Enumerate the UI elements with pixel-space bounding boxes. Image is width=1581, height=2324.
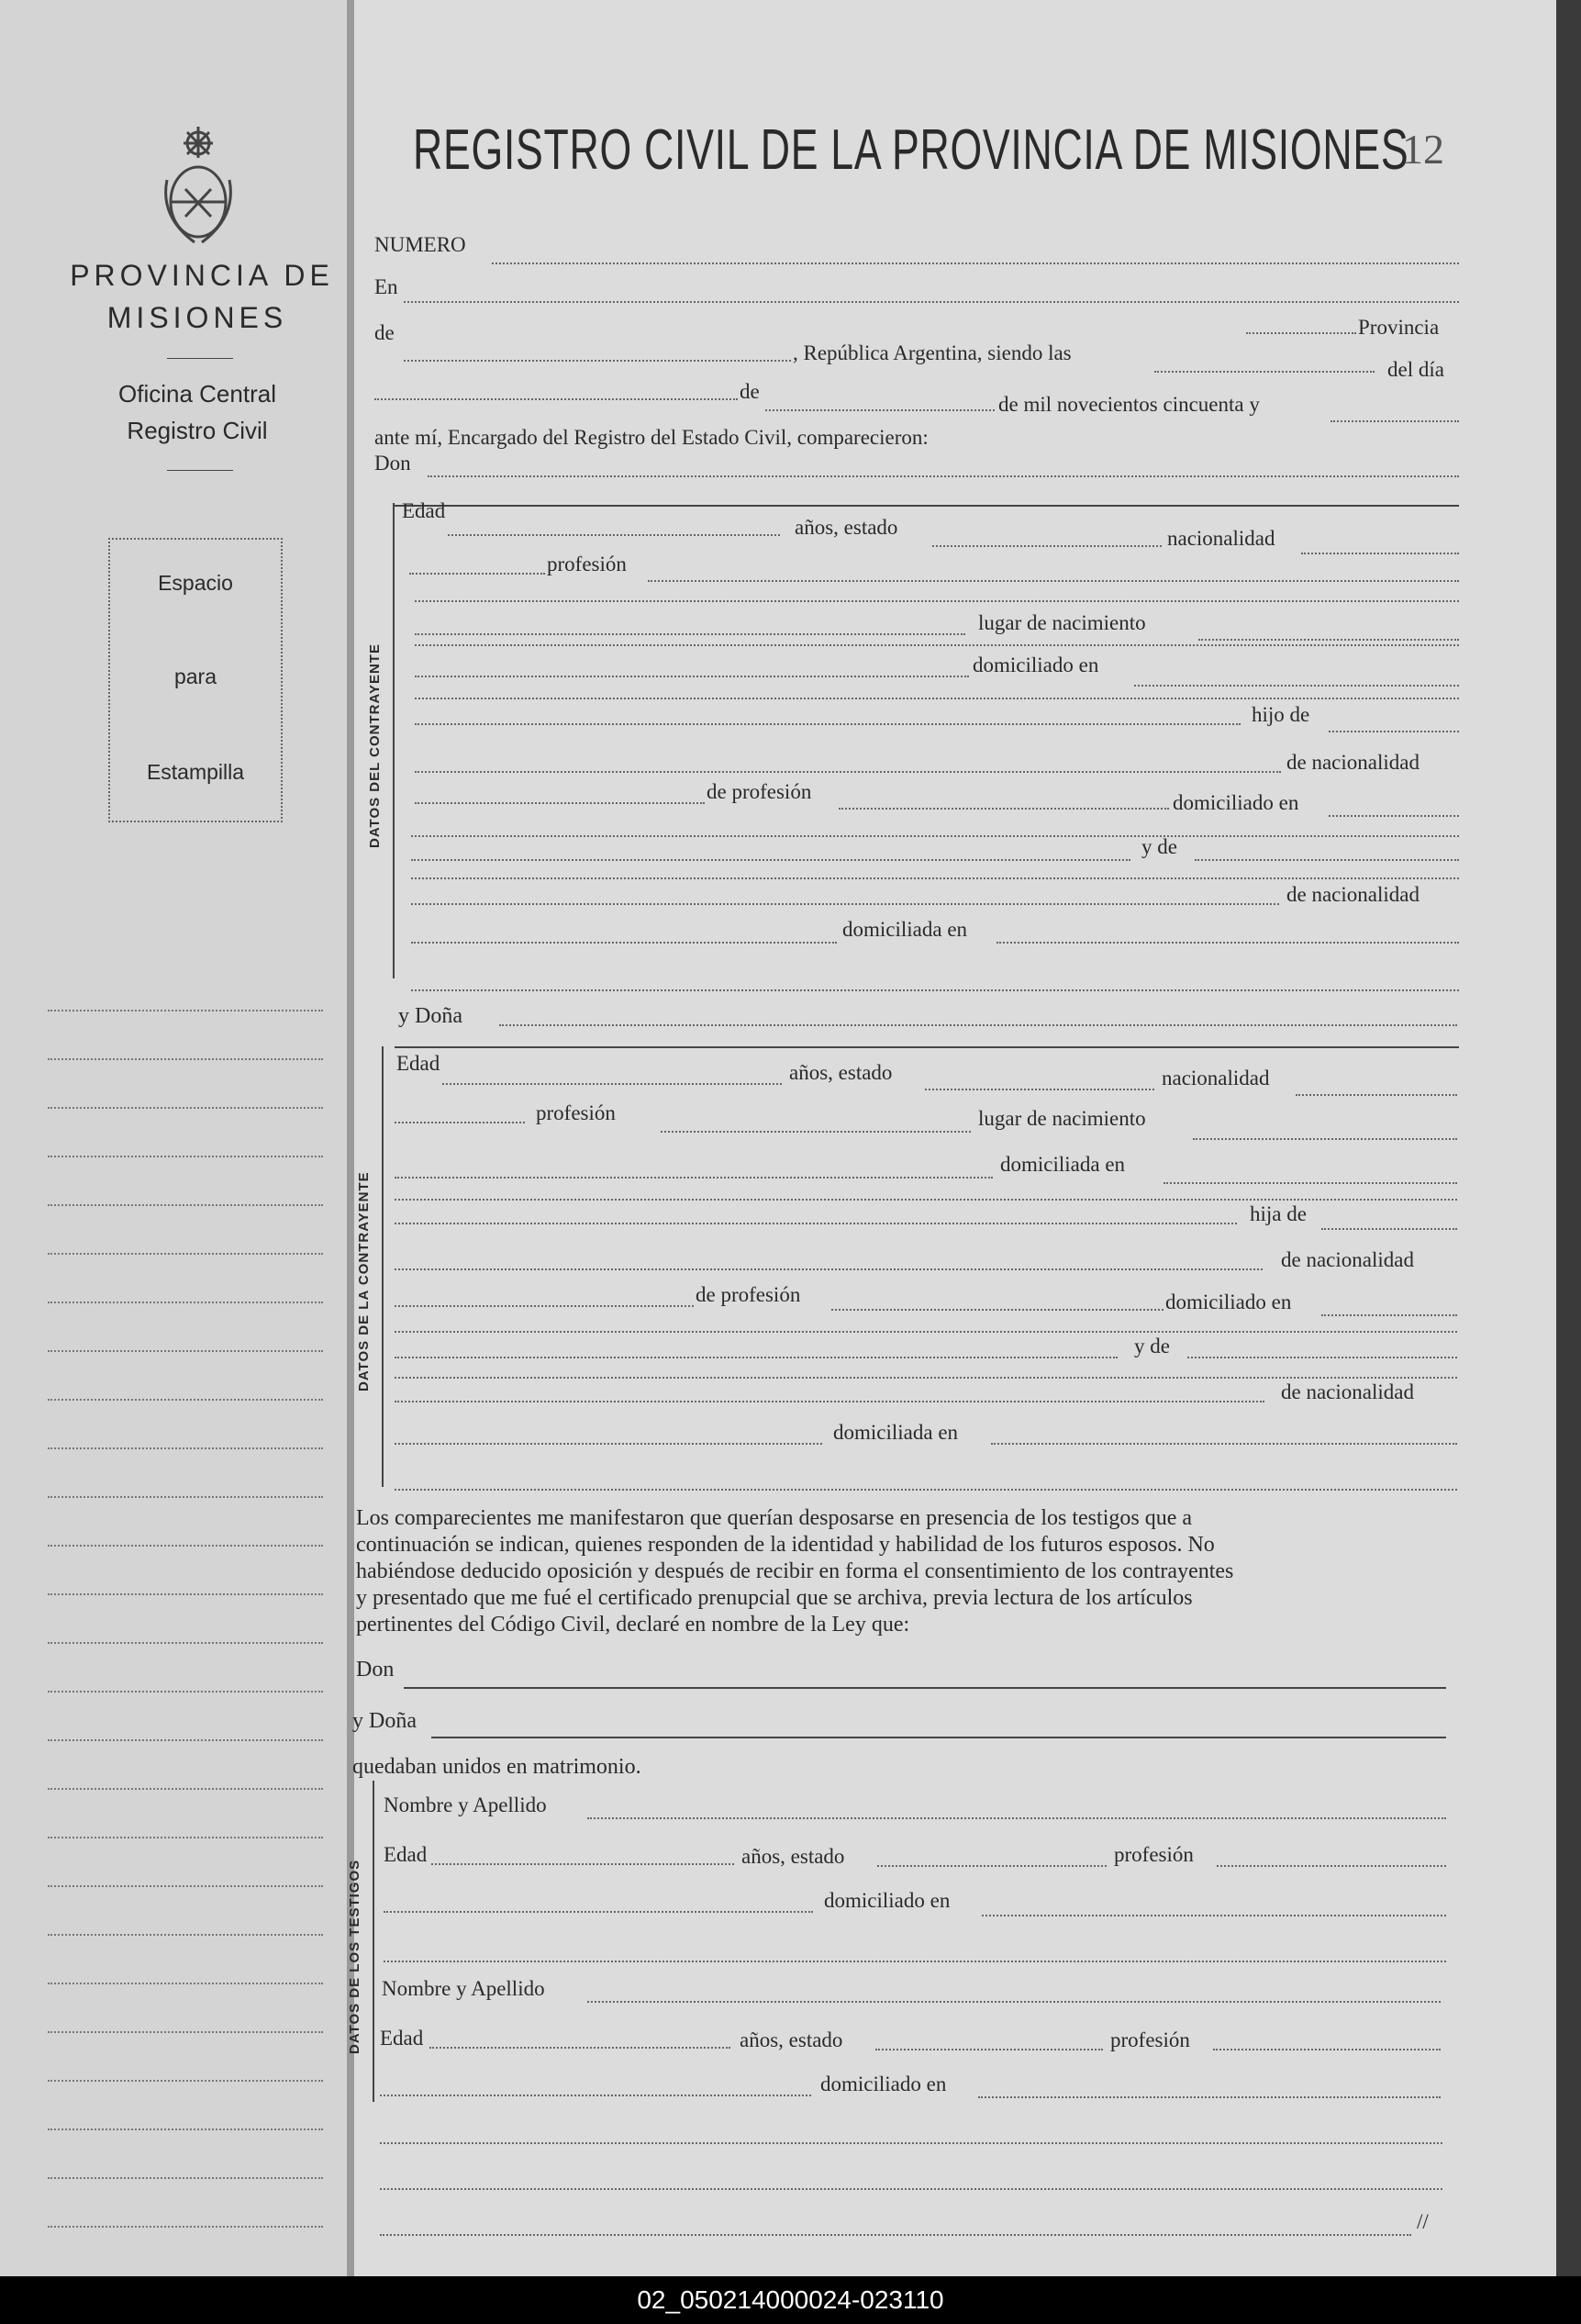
edad1-label: Edad [384,1843,428,1866]
prof1-field [1217,1865,1446,1867]
en-field [404,301,1459,303]
domiciliada-en-label: domiciliada en [842,918,968,941]
nombre2-field [587,2001,1441,2003]
margin-line [48,2177,323,2179]
hora-field [1154,371,1375,373]
contrayente-section-label: DATOS DEL CONTRAYENTE [367,643,383,848]
form-title: REGISTRO CIVIL DE LA PROVINCIA DE MISIONES [413,118,1409,182]
paragraph-line: continuación se indican, quienes responden de la identidad y habilidad de los futuros esposos. No [356,1533,1215,1557]
office-line-1: Oficina Central [118,380,276,408]
y-de-f-field [395,1357,1118,1358]
anos2-field [875,2049,1103,2050]
nacionalidad-field [1301,553,1459,554]
end-mark-field [380,2234,1411,2236]
dia-field [374,398,738,400]
domiciliado-en-label: domiciliado en [973,654,1099,676]
decl-don-field [404,1687,1446,1689]
y-de-f-field [1187,1357,1457,1358]
edad-f-label: Edad [396,1052,440,1075]
profesion-field [648,580,1459,582]
de-profesion-f-label: de profesión [696,1283,801,1306]
anio-field [1330,420,1459,422]
section-bracket [382,1046,384,1487]
prof1-label: profesión [1114,1843,1194,1866]
dom1-label: domiciliado en [824,1889,951,1912]
hijo-de-label: hijo de [1252,703,1310,726]
divider [167,470,233,471]
margin-line [48,1885,323,1887]
domiciliado-en-f-label: domiciliado en [1165,1290,1292,1313]
unidos-label: quedaban unidos en matrimonio. [352,1755,641,1779]
blank-line-field [415,644,1459,646]
margin-line [48,1496,323,1498]
edad2-label: Edad [380,2027,424,2050]
hija-de-f-field [1321,1228,1457,1230]
blank-line-field [395,1377,1457,1379]
edad2-field [429,2047,730,2049]
margin-line [48,1156,323,1157]
hija-de-f-label: hija de [1250,1202,1307,1225]
edad-f-field [442,1083,782,1085]
nombre1-field [587,1817,1446,1819]
domiciliada-en-f-field [1163,1182,1457,1184]
hijo-de-field [415,723,1241,725]
margin-line [48,2031,323,2033]
margin-line [48,1399,323,1401]
section-bracket [393,503,395,978]
decl-don-label: Don [356,1658,395,1682]
anos1-field [877,1865,1107,1867]
edad1-field [431,1863,734,1865]
dom1-field [982,1915,1446,1916]
nacionalidad-f-label: nacionalidad [1162,1067,1270,1089]
lugar-nacimiento-field [415,633,965,635]
section-rule [395,505,1459,507]
margin-line [48,1058,323,1060]
blank-line-field [395,1199,1457,1201]
lugar-nacimiento-field [1198,639,1459,641]
margin-line [48,2226,323,2228]
decl-dona-field [431,1737,1446,1738]
de-profesion-field [415,802,705,804]
don-label: Don [374,452,411,475]
profesion-f-label: profesión [536,1101,616,1124]
margin-line [48,1010,323,1011]
coat-of-arms-icon [158,125,239,246]
de-profesion-label: de profesión [707,780,812,803]
province-label-2: MISIONES [106,301,288,334]
de-nacionalidad-2-field [411,903,1279,905]
dona-field [499,1024,1457,1026]
margin-line [48,1253,323,1255]
de-nacionalidad-field [415,771,1281,773]
de-field [404,360,791,362]
anos1-label: años, estado [741,1845,845,1868]
paragraph-line: Los comparecientes me manifestaron que querían desposarse en presencia de los testigos que a [356,1506,1193,1530]
blank-line-field [380,2188,1442,2190]
anos-estado-f-field [925,1089,1154,1090]
margin-line [48,1691,323,1693]
anio-label: de mil novecientos cincuenta y [998,393,1260,416]
profesion-field [409,573,545,575]
lugar-nacimiento-f-field [1193,1138,1457,1140]
anos-estado-field [932,545,1162,547]
domiciliada-en-field [411,942,837,944]
profesion-label: profesión [547,553,627,575]
province-label: PROVINCIA DE [70,259,334,292]
paragraph-line: pertinentes del Código Civil, declaré en nombre de la Ley que: [356,1613,910,1637]
lugar-nacimiento-f-field [661,1131,971,1133]
provincia-label: Provincia [1358,316,1440,339]
end-mark: // [1417,2210,1429,2233]
margin-line [48,1447,323,1449]
margin-line [48,1837,323,1838]
margin-line [48,1983,323,1984]
de-profesion-field [839,808,1169,810]
contrayente-f-section-label: DATOS DE LA CONTRAYENTE [356,1171,372,1391]
margin-line [48,1788,323,1790]
anos-estado-label: años, estado [795,516,898,539]
de-nacionalidad-2-f-label: de nacionalidad [1281,1380,1414,1403]
ante-label: ante mí, Encargado del Registro del Estado Civil, comparecieron: [374,426,929,449]
footer-id: 02_050214000024-023110 [0,2276,1581,2324]
margin-line [48,1107,323,1109]
stamp-label-2: para [173,665,217,688]
dom2-field [978,2096,1441,2098]
lugar-nacimiento-label: lugar de nacimiento [978,611,1146,634]
blank-line-field [380,2142,1442,2144]
y-de-field [1195,859,1459,861]
de-label: de [374,321,395,344]
blank-line-field [395,1489,1457,1491]
de-nacionalidad-2-f-field [395,1401,1264,1402]
prof2-field [1213,2049,1441,2050]
del-dia-label: del día [1387,358,1444,381]
nombre1-label: Nombre y Apellido [384,1793,547,1816]
stamp-label-3: Estampilla [146,760,245,784]
margin-line [48,2080,323,2082]
numero-label: NUMERO [374,233,466,256]
dom2-label: domiciliado en [820,2073,947,2095]
republica-label: , República Argentina, siendo las [793,341,1072,364]
domiciliado-en-f-field [1321,1314,1457,1316]
mes-field [765,409,995,411]
domiciliada-en-2-f-field [395,1443,822,1445]
anos2-label: años, estado [740,2028,843,2051]
domiciliado-en-2-field [1329,815,1459,817]
nombre2-label: Nombre y Apellido [382,1977,545,2000]
de-nacionalidad-f-label: de nacionalidad [1281,1248,1414,1271]
margin-line [48,1593,323,1595]
nacionalidad-f-field [1296,1094,1457,1096]
domiciliada-en-2-f-field [991,1443,1457,1445]
dom1-field [384,1911,813,1913]
page-number: 12 [1402,126,1444,173]
edad-label: Edad [402,499,446,522]
nacionalidad-label: nacionalidad [1167,527,1275,550]
domiciliada-en-field [996,942,1459,944]
blank-line-field [384,1961,1446,1962]
margin-line [48,1642,323,1644]
margin-line [48,1204,323,1206]
margin-line [48,1350,323,1352]
y-de-label: y de [1141,835,1177,858]
de-nacionalidad-2-label: de nacionalidad [1286,883,1420,906]
blank-line-field [395,1331,1457,1333]
de-profesion-f-field [831,1309,1163,1311]
blank-line-field [415,600,1459,602]
margin-line [48,1545,323,1547]
blank-line-field [411,989,1459,991]
domiciliado-en-field [1134,685,1459,687]
blank-line-field [411,835,1459,837]
section-rule [395,1046,1459,1048]
hijo-de-field [1329,731,1459,732]
numero-field [492,263,1459,264]
de-nacionalidad-label: de nacionalidad [1286,751,1420,774]
decl-dona-label: y Doña [352,1709,417,1733]
dom2-field [380,2095,811,2096]
office-line-2: Registro Civil [127,417,268,444]
margin-line [48,1739,323,1741]
lugar-nacimiento-f-label: lugar de nacimiento [978,1107,1146,1130]
don-field [428,475,1459,477]
margin-line [48,1934,323,1936]
de-profesion-f-field [395,1305,694,1307]
blank-line-field [411,877,1459,879]
domiciliada-en-f-label: domiciliada en [1000,1153,1126,1176]
book-cover-edge [1556,0,1581,2276]
y-dona-label: y Doña [398,1004,462,1028]
profesion-f-field [395,1122,525,1123]
margin-line [48,2128,323,2130]
domiciliado-en-field [415,676,969,677]
stamp-box [108,538,283,822]
stamp-label-1: Espacio [158,571,233,595]
y-de-field [411,859,1130,861]
prof2-label: profesión [1110,2028,1190,2051]
en-label: En [374,275,398,298]
declaration-paragraph [356,1505,1450,1638]
blank-line-field [415,698,1459,699]
edad-field [448,534,780,536]
testigos-section-label: DATOS DE LOS TESTIGOS [347,1859,362,2054]
domiciliado-en-2-label: domiciliado en [1173,791,1299,814]
divider [167,358,233,359]
paragraph-line: y presentado que me fué el certificado prenupcial que se archiva, previa lectura de los artículos [356,1586,1193,1610]
margin-line [48,1302,323,1303]
provincia-field [1246,332,1356,334]
anos-estado-f-label: años, estado [789,1061,893,1084]
paragraph-line: habiéndose deducido oposición y después de recibir en forma el consentimiento de los contrayentes [356,1559,1234,1583]
domiciliada-en-2-f-label: domiciliada en [833,1421,959,1444]
de-nacionalidad-f-field [395,1268,1263,1270]
hija-de-f-field [395,1223,1237,1224]
section-bracket [373,1781,374,2102]
domiciliada-en-f-field [395,1177,993,1179]
y-de-f-label: y de [1134,1335,1170,1358]
de2-label: de [740,380,760,403]
